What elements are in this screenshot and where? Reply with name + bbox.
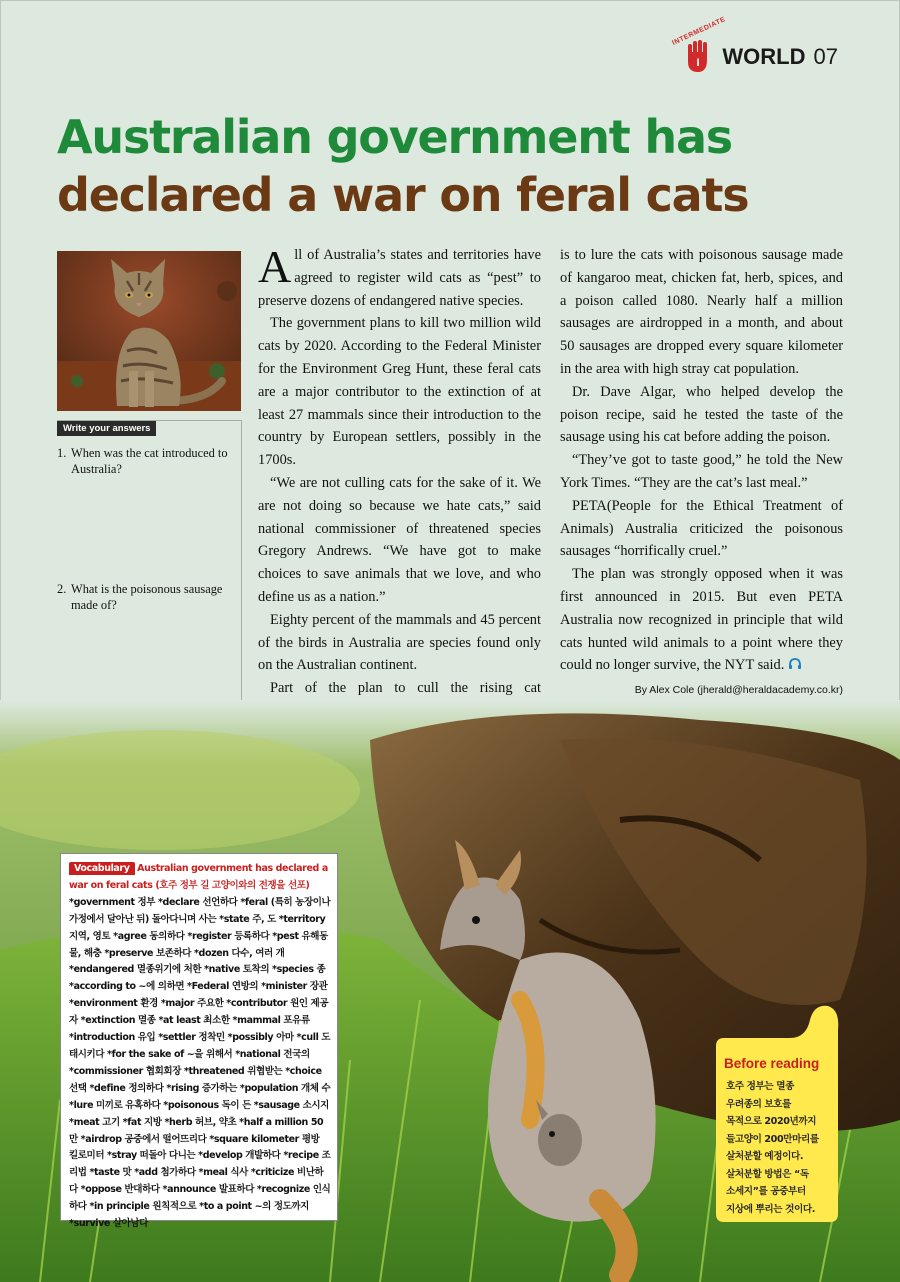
question-number: 2.: [57, 582, 67, 596]
before-reading-body: 호주 정부는 멸종 우려종의 보호를 목적으로 2020년까지 들고양이 200만마리를 살처분할 예정이다. 살처분할 방법은 “독 소세지”를 공중부터 지상에 뿌리는 것이다.: [726, 1081, 819, 1215]
feral-cat-photo: [57, 251, 241, 411]
before-reading-title: Before reading: [724, 1056, 820, 1071]
article-paragraph: “They’ve got to taste good,” he told the New York Times. “They are the cat’s last meal.”: [560, 452, 843, 491]
article-paragraph: The plan was strongly opposed when it was first announced in 2015. But even PETA Australia now recognized in principle that wild cats hunted wild animals to a point where they could no longer survive, the NYT said.: [560, 566, 843, 674]
vocabulary-label: Vocabulary: [69, 862, 135, 875]
question-2: [57, 581, 232, 613]
drop-cap: A: [258, 241, 292, 292]
vocabulary-body: *government 정부 *declare 선언하다 *feral (특히 농장이나 가정에서 달아난 뒤) 돌아다니며 사는 *state 주, 도 *territory 지역, 영토 *agree 동의하다 *register 등록하다 *pest 유해동물, 해충 *preserve 보존하다 *dozen 다수, 여러 개 *endangered 멸종위기에 처한 *native 토착의 *species 종 *according to ~에 의하면 *Federal 연방의 *minister 장관 *environment 환경 *major 주요한 *contributor 원인 제공자 *extinction 멸종 *at least 최소한 *mammal 포유류 *introduction 유입 *settler 정착민 *possibly 아마 *cull 도태시키다 *for the sake of ~을 위해서 *national 전국의 *commissioner 협회회장 *threatened 위협받는 *choice 선택 *define 정의하다 *rising 증가하는 *population 개체 수 *lure 미끼로 유혹하다 *poisonous 독이 든 *sausage 소시지 *meat 고기 *fat 지방 *herb 허브, 약초 *half a million 50만 *airdrop 공중에서 떨어뜨리다 *square kilometer 평방 킬로미터 *stray 떠돌아 다니는 *develop 개발하다 *recipe 조리법 *taste 맛 *add 첨가하다 *meal 식사 *criticize 비난하다 *oppose 반대하다 *announce 발표하다 *recognize 인식하다 *in principle 원칙적으로 *to a point ~의 정도까지 *survive 살아남다: [69, 896, 331, 1230]
before-reading-note: [710, 1000, 840, 1228]
level-badge-text: INTERMEDIATE: [671, 16, 728, 47]
article-paragraph: “We are not culling cats for the sake of it. We are not doing so because we hate cats,” said national commissioner of threatened species Gregory Andrews. “We have got to make choices to save animals that we love, and who define us as a nation.”: [258, 474, 541, 605]
question-number: 1.: [57, 446, 67, 460]
byline: By Alex Cole (jherald@heraldacademy.co.kr): [634, 684, 843, 696]
page-number: 07: [813, 44, 838, 69]
article-paragraph: is to lure the cats with poisonous sausage made of kangaroo meat, chicken fat, herb, spices, and a poison called 1080. Nearly half a million sausages are airdropped in a month, and about 50 sausages are dropped every square kilometer in the area with high stray cat population.: [560, 247, 843, 377]
article-paragraph: Dr. Dave Algar, who helped develop the poison recipe, said he tested the taste of the sausage using his cat before adding the poison.: [560, 383, 843, 446]
article-paragraph: The government plans to kill two million wild cats by 2020. According to the Federal Minister for the Environment Greg Hunt, these feral cats are a major contributor to the extinction of at least 27 mammals since their introduction to the country by European settlers, possibly in the 1700s.: [258, 315, 541, 469]
headline-line-2: declared a war on feral cats: [57, 168, 749, 222]
section-tag: [671, 16, 838, 74]
answers-header: Write your answers: [57, 421, 156, 436]
article-column-2: [560, 244, 843, 677]
intermediate-badge-icon: [671, 16, 728, 74]
article-paragraph: Eighty percent of the mammals and 45 percent of the birds in Australia are species found only on the Australian continent.: [258, 611, 541, 674]
headline: [57, 108, 748, 224]
question-text: When was the cat introduced to Australia?: [71, 446, 228, 476]
question-1: [57, 445, 232, 477]
headphones-icon: [788, 658, 802, 670]
level-letter: I: [696, 57, 700, 69]
article-paragraph: All of Australia’s states and territories have agreed to register wild cats as “pest” to preserve dozens of endangered native species.: [258, 241, 541, 309]
article-paragraph: Part of the plan to cull the rising cat: [270, 680, 541, 697]
article-paragraph: PETA(People for the Ethical Treatment of Animals) Australia criticized the poisonous sausages “horrifically cruel.”: [560, 497, 843, 560]
question-text: What is the poisonous sausage made of?: [71, 582, 223, 612]
section-name: WORLD: [722, 44, 806, 69]
vocabulary-box: [60, 853, 338, 1230]
article-column-1: [258, 241, 541, 723]
headline-line-1: Australian government has: [57, 110, 732, 164]
answers-panel: [57, 420, 242, 701]
vocabulary-title: Australian government has declared a war on feral cats (호주 정부 길 고양이와의 전쟁을 선포): [69, 863, 328, 891]
